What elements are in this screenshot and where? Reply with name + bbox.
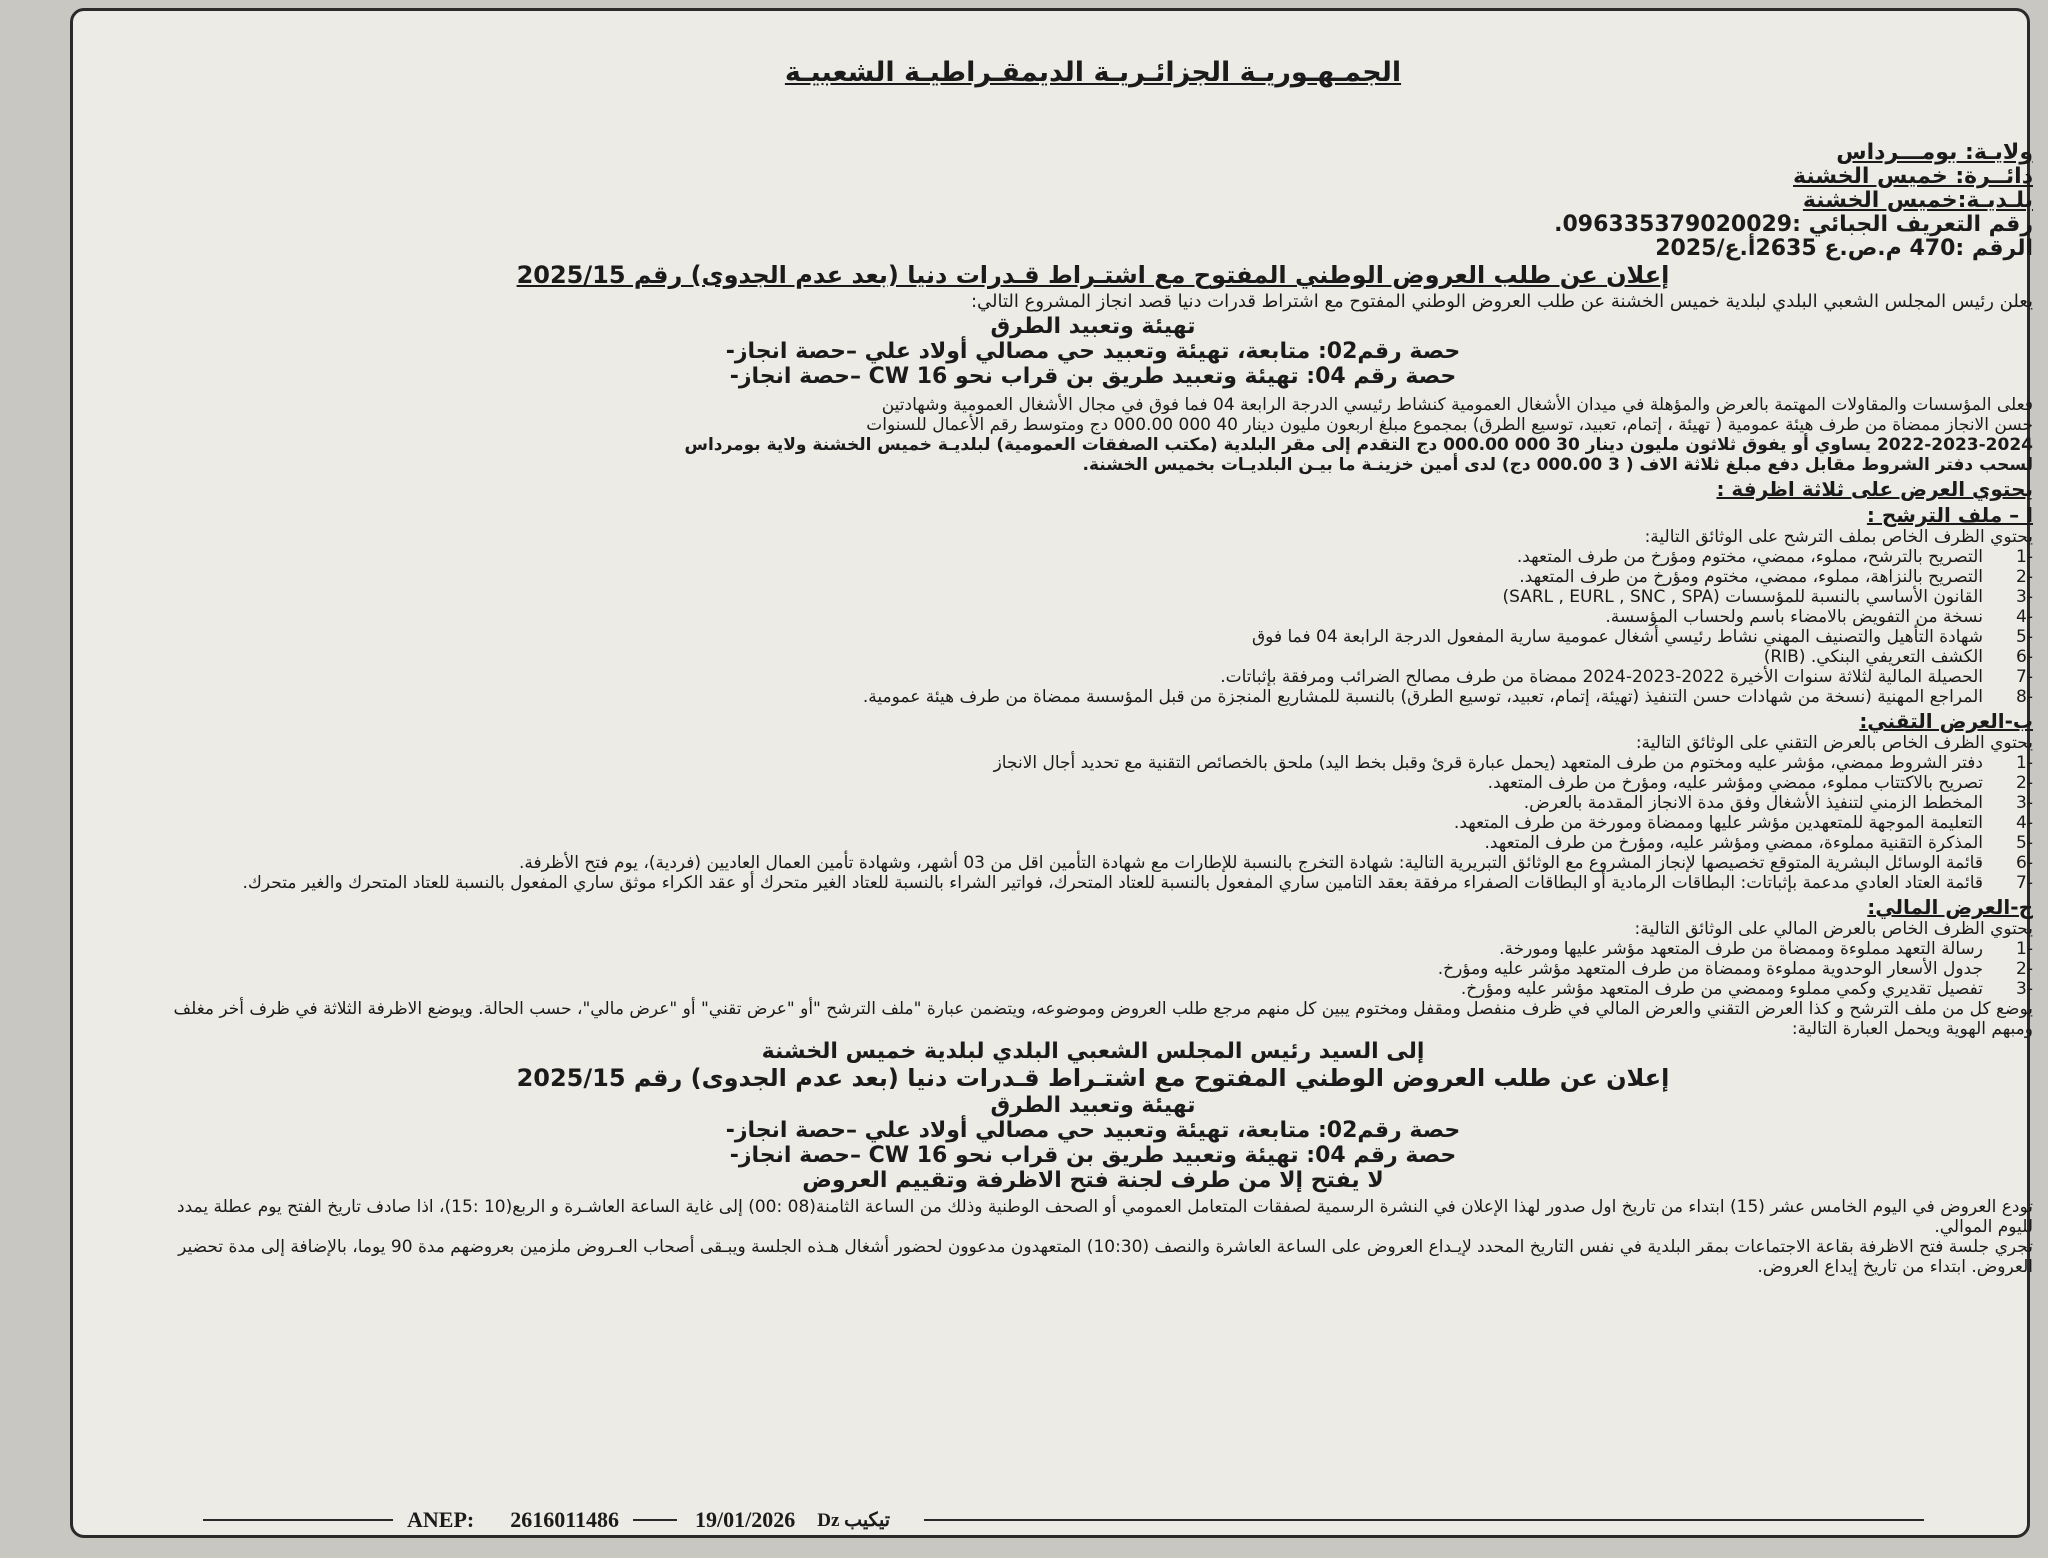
publication-date: 19/01/2026 [695,1507,796,1532]
footer-rule [203,1519,393,1521]
list-item: -2 تصريح بالاكتتاب مملوء، ممضي ومؤشر عليه، ومؤرخ من طرف المتعهد. [1487,773,2033,793]
list-item: -5 شهادة التأهيل والتصنيف المهني نشاط رئيسي أشغال عمومية سارية المفعول الدرجة الرابعة 04 فما فوق [1251,627,2033,647]
list-item: -5 المذكرة التقنية مملوءة، ممضي ومؤشر عليه، ومؤرخ من طرف المتعهد. [1484,833,2033,853]
list-item: -6 الكشف التعريفي البنكي. (RIB) [1763,647,2033,667]
reference-number: الرقم :470 م.ص.ع 2635أ.ع/2025 [1655,236,2033,261]
list-item: -7 الحصيلة المالية لثلاثة سنوات الأخيرة 2022-2023-2024 ممضاة من طرف مصالح الضرائب ومرفقة بإثباتات. [1220,667,2033,687]
footer-rule [924,1519,1924,1521]
announcement-intro: يعلن رئيس المجلس الشعبي البلدي لبلدية خميس الخشنة عن طلب العروض الوطني المفتوح مع اشتراط قدرات دنيا قصد انجاز المشروع التالي: [970,291,2033,312]
section-a-intro: يحتوي الظرف الخاص بملف الترشح على الوثائق التالية: [1644,527,2033,547]
tax-id-line: رقم التعريف الجبائي :096335379020029. [1554,212,2033,237]
list-item: -4 نسخة من التفويض بالامضاء باسم ولحساب المؤسسة. [1605,607,2033,627]
section-b-intro: يحتوي الظرف الخاص بالعرض التقني على الوثائق التالية: [1635,733,2033,753]
anep-number: 2616011486 [510,1507,620,1532]
publication-footer [73,1505,2027,1535]
envelope-addressee: إلى السيد رئيس المجلس الشعبي البلدي لبلدية خميس الخشنة [761,1039,1425,1064]
opening-session-terms: تجري جلسة فتح الاظرفة بقاعة الاجتماعات بمقر البلدية في نفس التاريخ المحدد لإيـداع العروض على الساعة العاشرة والنصف (10:30) المتعهدون مدعوون لحضور أشغال هـذه الجلسة ويبـقى أصحاب العـروض ملزمين بعروضهم مدة 90 يوما، بالإضافة إلى مدة تحضير العروض. ابتداء من تاريخ إيداع العروض. [178,1237,2033,1277]
daira-line: دائــرة: خميس الخشنة [1793,164,2033,189]
list-item: -2 جدول الأسعار الوحدوية مملوءة وممضاة من طرف المتعهد مؤشر عليه ومؤرخ. [1437,959,2033,979]
anep-label: ANEP: [407,1507,475,1532]
deposit-terms: تودع العروض في اليوم الخامس عشر (15) ابتداء من تاريخ اول صدور لهذا الإعلان في النشرة الرسمية لصفقات المتعامل العمومي أو الصحف الوطنية وذلك من الساعة الثامنة(08 :00) إلى غاية الساعة العاشـرة و الربع(10 :15)، اذا صادف تاريخ الفتح يوم عطلة يمدد لليوم الموالي. [177,1197,2033,1237]
lot-2: حصة رقم02: متابعة، تهيئة وتعبيد حي مصالي أولاد علي –حصة انجاز- [725,339,1461,364]
envelopes-count-label: يحتوي العرض على ثلاثة اظرفة : [1716,477,2033,501]
section-c-heading: ج-العرض المالي: [1867,895,2033,919]
envelope-project: تهيئة وتعبيد الطرق [990,1093,1196,1118]
eligibility-line: 2022-2023-2024 يساوي أو يفوق ثلاثون مليون دينار 30 000 000.00 دج التقدم إلى مقر البلدية (مكتب الصفقات العمومية) لبلديـة خميس الخشنة ولاية بومرداس [684,435,2033,455]
list-item: -3 القانون الأساسي بالنسبة للمؤسسات (SARL , EURL , SNC , SPA) [1502,587,2033,607]
list-item: -2 التصريح بالنزاهة، مملوء، ممضي، مختوم ومؤرخ من طرف المتعهد. [1519,567,2033,587]
section-b-heading: ب-العرض التقني: [1859,709,2033,733]
envelope-title: إعلان عن طلب العروض الوطني المفتوح مع اشتـراط قـدرات دنيا (بعد عدم الجدوى) رقم 2025/15 [516,1064,1670,1092]
list-item: -3 المخطط الزمني لتنفيذ الأشغال وفق مدة الانجاز المقدمة بالعرض. [1523,793,2033,813]
wilaya-line: ولايـة: بومـــرداس [1836,140,2033,165]
list-item: -1 رسالة التعهد مملوءة وممضاة من طرف المتعهد مؤشر عليها ومورخة. [1499,939,2033,959]
commune-line: بلـديـة:خميس الخشنة [1802,188,2033,213]
list-item: -8 المراجع المهنية (نسخة من شهادات حسن التنفيذ (تهيئة، إتمام، تعبيد، توسيع الطرق) بالنسبة للمشاريع المنجزة من قبل المؤسسة ممضاة من طرف هيئة عمومية. [862,687,2033,707]
envelope-lot-4: حصة رقم 04: تهيئة وتعبيد طريق بن قراب نحو CW 16 –حصة انجاز- [729,1143,1457,1168]
document-page [70,8,2033,1538]
list-item: -7 قائمة العتاد العادي مدعمة بإثباتات: البطاقات الرمادية أو البطاقات الصفراء مرفقة بعقد التامين ساري المفعول بالنسبة للعتاد المتحرك، فواتير الشراء بالنسبة للعتاد الغير متحرك أو عقد الكراء موثق ساري المفعول بالنسبة للعتاد المتحرك والغير متحرك. [242,873,2033,893]
list-item: -1 دفتر الشروط ممضي، مؤشر عليه ومختوم من طرف المتعهد (يحمل عبارة قرئ وقبل بخط اليد) ملحق بالخصائص التقنية مع تحديد أجال الانجاز [993,753,2033,773]
announcement-body [153,31,2033,1501]
footer-rule [633,1519,677,1521]
eligibility-line: حسن الانجاز ممضاة من طرف هيئة عمومية ( تهيئة ، إتمام، تعبيد، توسيع الطرق) بمجموع مبلغ اربعون مليون دينار 40 000 000.00 دج ومتوسط رقم الأعمال للسنوات [866,415,2033,435]
list-item: -3 تفصيل تقديري وكمي مملوء وممضي من طرف المتعهد مؤشر عليه ومؤرخ. [1460,979,2033,999]
list-item: -6 قائمة الوسائل البشرية المتوقع تخصيصها لإنجاز المشروع مع الوثائق التبريرية التالية: شهادة التخرج بالنسبة للإطارات مع شهادة التأمين اقل من 03 أشهر، وشهادة تأمين العمال العاديين (فردية)، يوم فتح الأظرفة. [518,853,2033,873]
opening-notice: لا يفتح إلا من طرف لجنة فتح الاظرفة وتقييم العروض [802,1168,1384,1193]
section-c-intro: يحتوي الظرف الخاص بالعرض المالي على الوثائق التالية: [1634,919,2033,939]
footer-tag: Dz تيكيب [817,1509,891,1531]
section-a-heading: ا – ملف الترشح : [1866,503,2033,527]
list-item: -1 التصريح بالترشح، مملوء، ممضي، مختوم ومؤرخ من طرف المتعهد. [1516,547,2033,567]
list-item: -4 التعليمة الموجهة للمتعهدين مؤشر عليها وممضاة ومورخة من طرف المتعهد. [1453,813,2033,833]
republic-heading: الجمـهـوريـة الجزائـريـة الديمقـراطيـة الشعبيـة [784,57,1402,88]
envelope-instructions: يوضع كل من ملف الترشح و كذا العرض التقني والعرض المالي في ظرف منفصل ومقفل ومختوم يبين كل منهم مرجع طلب العروض وموضوعه، ويتضمن عبارة "ملف الترشح "أو "عرض تقني" أو "عرض مالي"، حسب الحالة. ويوضع الاظرفة الثلاثة في ظرف أخر مغلف ومبهم الهوية ويحمل العبارة التالية: [173,999,2033,1039]
eligibility-line: فعلى المؤسسات والمقاولات المهتمة بالعرض والمؤهلة في ميدان الأشغال العمومية كنشاط رئيسي الدرجة الرابعة 04 فما فوق في مجال الأشغال العمومية وشهادتين [881,395,2033,415]
envelope-lot-2: حصة رقم02: متابعة، تهيئة وتعبيد حي مصالي أولاد علي –حصة انجاز- [725,1118,1461,1143]
lot-4: حصة رقم 04: تهيئة وتعبيد طريق بن قراب نحو CW 16 –حصة انجاز- [729,364,1457,389]
project-name: تهيئة وتعبيد الطرق [990,314,1196,339]
announcement-title: إعلان عن طلب العروض الوطني المفتوح مع اشتـراط قـدرات دنيا (بعد عدم الجدوى) رقم 2025/15 [516,261,1670,289]
eligibility-line: لسحب دفتر الشروط مقابل دفع مبلغ ثلاثة الاف ( 3 000.00 دج) لدى أمين خزينـة ما بيـن البلديـات بخميس الخشنة. [1082,455,2033,475]
